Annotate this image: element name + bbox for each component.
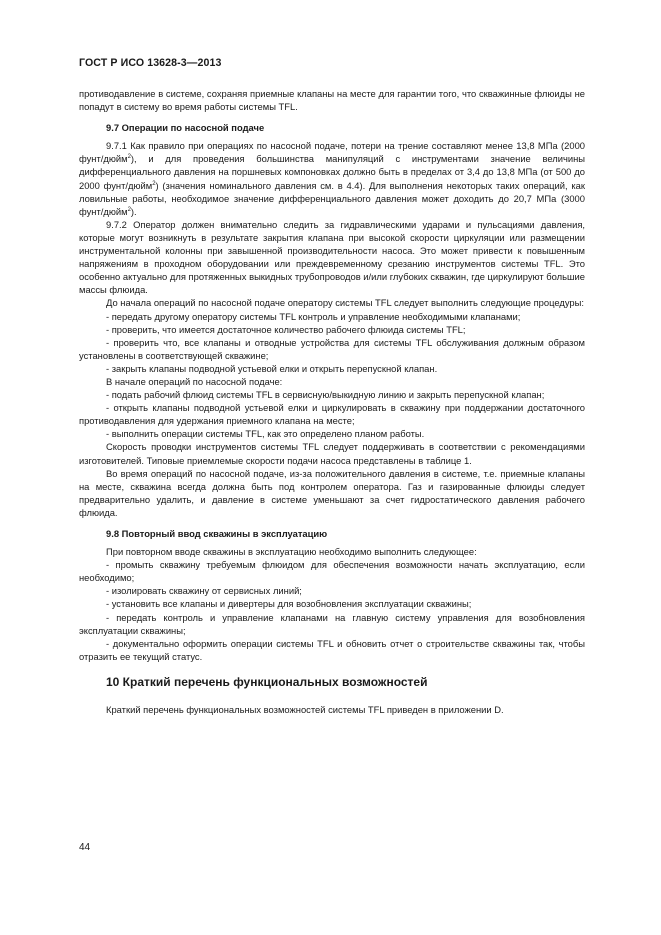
paragraph-reentry: При повторном вводе скважины в эксплуатацию необходимо выполнить следующее:	[106, 546, 477, 558]
list-item: - выполнить операции системы TFL, как это определено планом работы.	[106, 428, 425, 440]
text-run: ) (значения номинального давления см. в 4.4). Для выполнения некоторых таких операций, как ловильные работы, необходимое значение дифференциального давления может доходить до 20,7 МПа (3000 фунт/дюйм	[79, 179, 585, 217]
list-item: - документально оформить операции системы TFL и обновить отчет о строительстве скважины так, чтобы отразить ее текущий статус.	[79, 637, 585, 662]
section-heading-10: 10 Краткий перечень функциональных возможностей	[106, 674, 428, 689]
document-header: ГОСТ Р ИСО 13628-3—2013	[79, 57, 222, 69]
list-item: - передать контроль и управление клапанами на главную систему управления для возобновления эксплуатации скважины;	[79, 611, 585, 636]
superscript: 2	[127, 206, 131, 213]
list-item: - проверить, что имеется достаточное количество рабочего флюида системы TFL;	[106, 323, 466, 335]
superscript: 2	[127, 154, 131, 161]
paragraph-intro: противодавление в системе, сохраняя приемные клапаны на месте для гарантии того, что скважинные флюиды не попадут в систему во время работы системы TFL.	[79, 88, 585, 113]
text-run: ), и для проведения большинства манипуляций с инструментами значение величины дифференциального давления на поршневых компоновках должно быть в пределах от 3,4 до 13,8 МПа (от 500 до 2000 фунт/дюйм	[79, 153, 585, 191]
list-item: - установить все клапаны и дивертеры для возобновления эксплуатации скважины;	[106, 598, 472, 610]
list-item: - промыть скважину требуемым флюидом для обеспечения возможности начать эксплуатацию, если необходимо;	[79, 559, 585, 584]
list-item: - передать другому оператору системы TFL контроль и управление необходимыми клапанами;	[106, 310, 521, 322]
section-heading-9-7: 9.7 Операции по насосной подаче	[106, 122, 265, 134]
page-number: 44	[79, 842, 91, 853]
paragraph-start-ops: В начале операций по насосной подаче:	[106, 375, 283, 387]
list-item: - подать рабочий флюид системы TFL в сервисную/выкидную линию и закрыть перепускной клапан;	[106, 389, 545, 401]
paragraph-10: Краткий перечень функциональных возможностей системы TFL приведен в приложении D.	[106, 704, 504, 716]
list-item: - изолировать скважину от сервисных линий;	[106, 585, 302, 597]
superscript: 2	[152, 180, 156, 187]
text-run: 9.7.1 Как правило при операциях по насосной подаче, потери на трение составляют менее 13,8 МПа (2000 фунт/дюйм	[79, 140, 585, 165]
list-item: - проверить что, все клапаны и отводные устройства для системы TFL обслуживания должным образом установлены в соответствующей скважине;	[79, 336, 585, 361]
paragraph-before-ops: До начала операций по насосной подаче оператору системы TFL следует выполнить следующие процедуры:	[106, 297, 584, 309]
paragraph-during: Во время операций по насосной подаче, из-за положительного давления в системе, т.е. приемные клапаны на месте, скважина всегда должна быть под контролем оператора. Газ и газированные флюиды следует предварительно удалить, и давление в системе уменьшают за счет гидростатического давления рабочего флюида.	[79, 467, 585, 518]
paragraph-speed: Скорость проводки инструментов системы TFL следует поддерживать в соответствии с рекомендациями изготовителей. Типовые приемлемые скорости подачи насоса представлены в таблице 1.	[79, 441, 585, 466]
list-item: - открыть клапаны подводной устьевой елки и циркулировать в скважину при поддержании достаточного противодавления для удержания приемного клапана на месте;	[79, 402, 585, 427]
paragraph-9-7-1	[79, 139, 585, 218]
section-heading-9-8: 9.8 Повторный ввод скважины в эксплуатацию	[106, 528, 328, 539]
document-body	[79, 87, 585, 716]
text-run: ).	[130, 205, 137, 217]
list-item: - закрыть клапаны подводной устьевой елки и открыть перепускной клапан.	[106, 362, 438, 374]
paragraph-9-7-2: 9.7.2 Оператор должен внимательно следить за гидравлическими ударами и пульсациями давления, которые могут возникнуть в результате закрытия клапана при высокой скорости циркуляции или размещении инструментальной колонны при завышенной производительности насоса. Это может привести к повышенным напряжениям в проходном оборудовании или преждевременному срезанию инструментов системы TFL. Это особенно актуально для протяженных выкидных трубопроводов и/или глубоких скважин, где циркулируют большие массы флюида.	[79, 218, 585, 296]
